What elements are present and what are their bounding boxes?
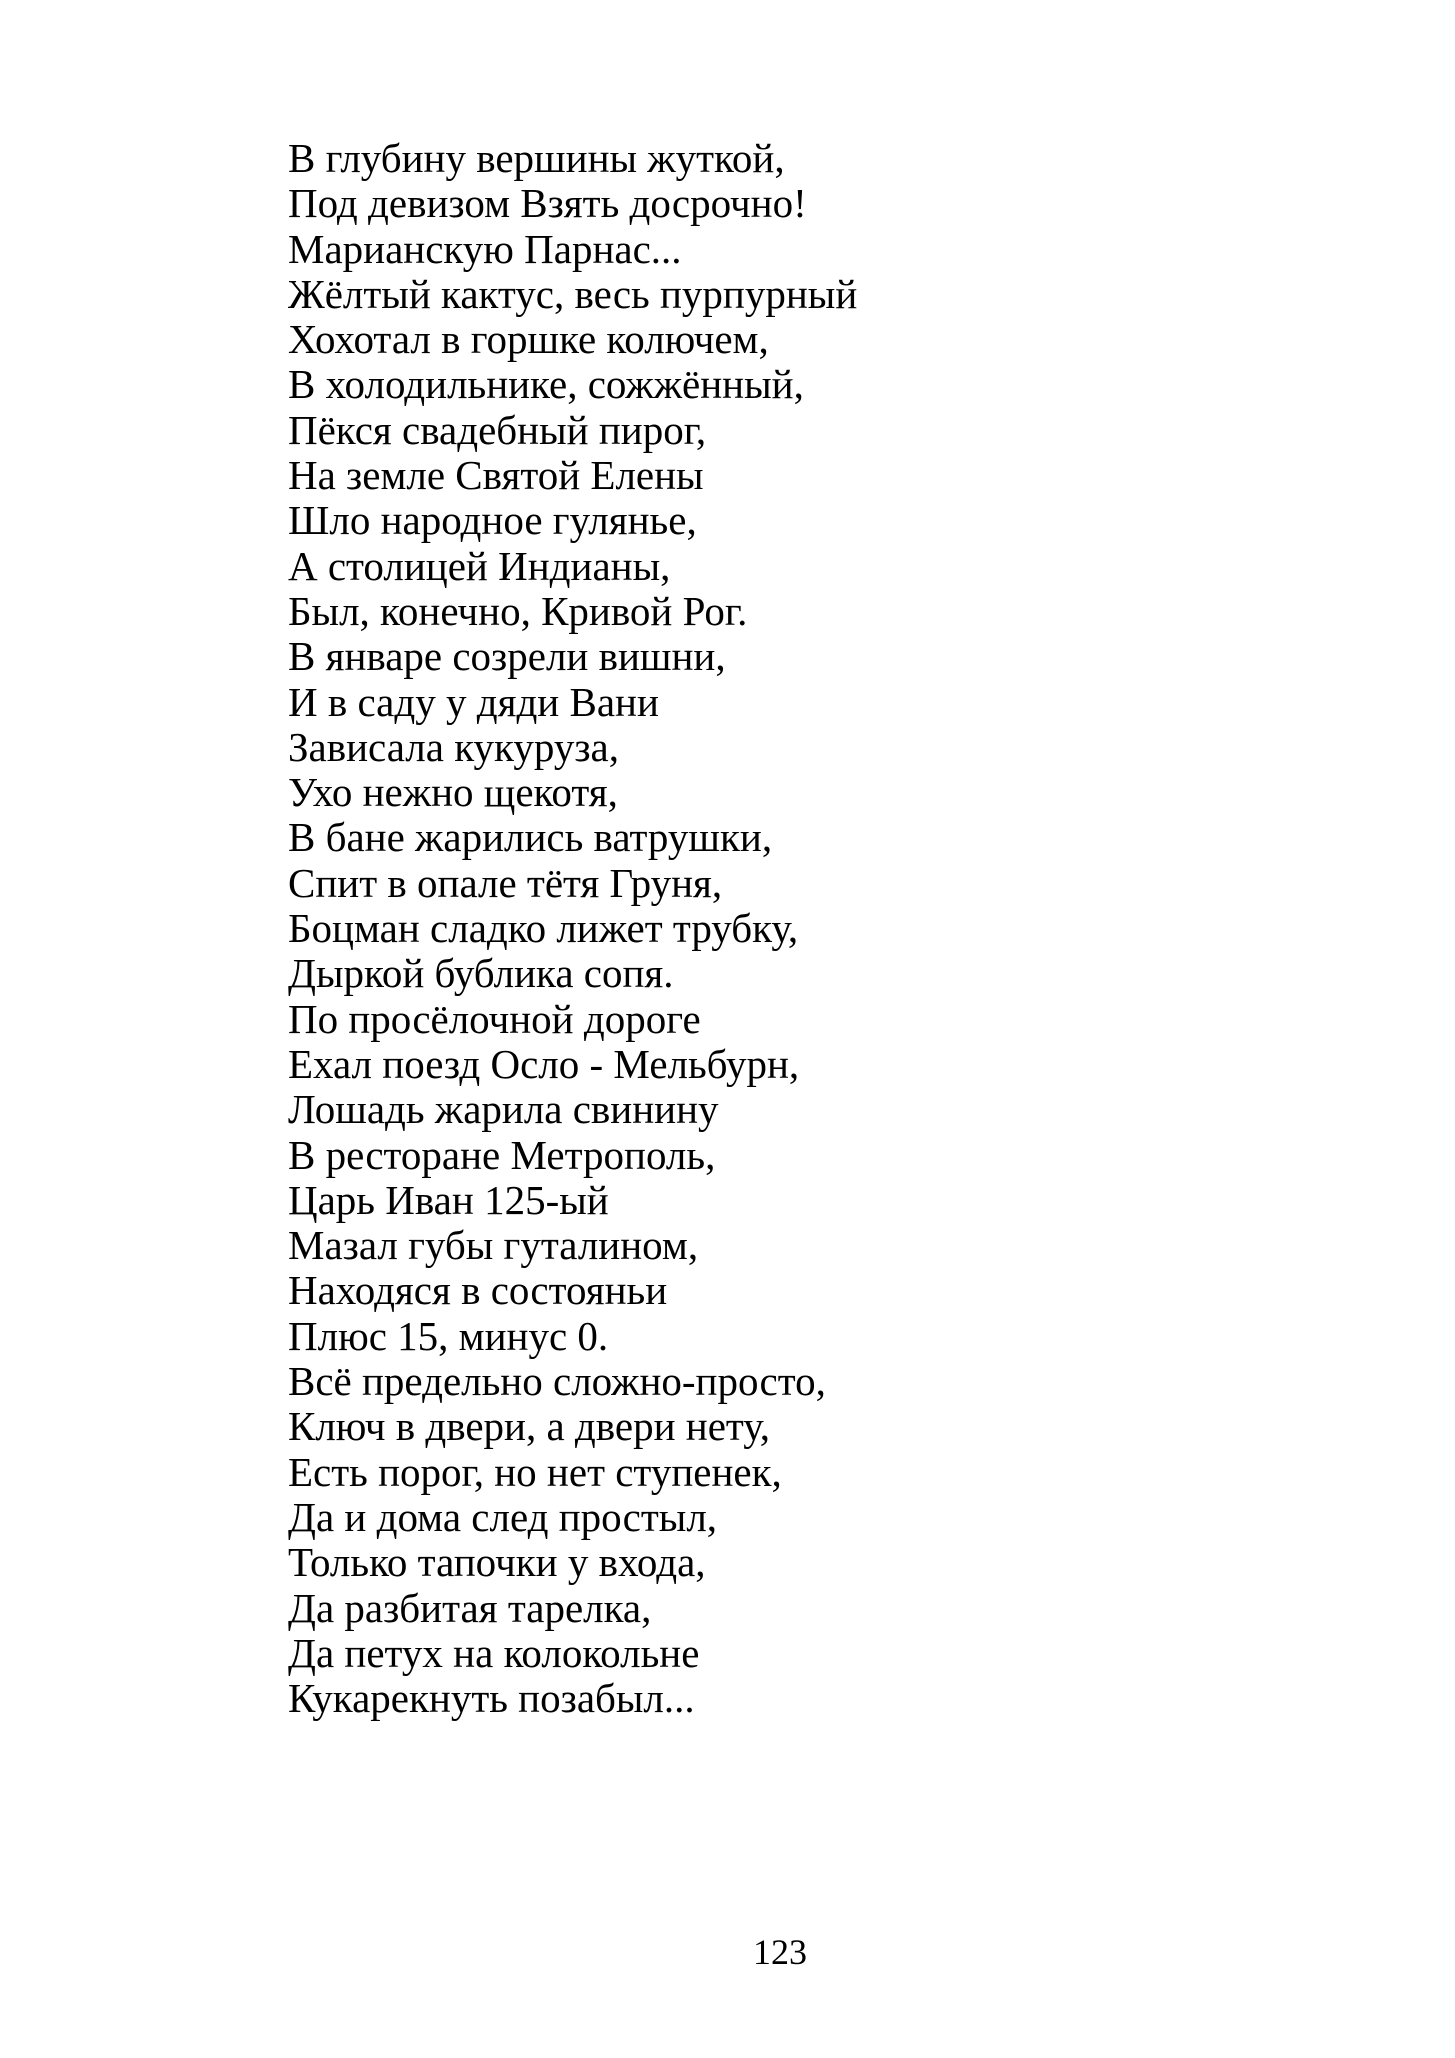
poem-line: Спит в опале тётя Груня, xyxy=(288,859,723,906)
poem-line: Шло народное гулянье, xyxy=(288,497,697,544)
poem-line: По просёлочной дороге xyxy=(288,995,701,1042)
poem-line: В холодильнике, сожжённый, xyxy=(288,361,804,408)
poem-line: Кукарекнуть позабыл... xyxy=(288,1675,695,1722)
page-number: 123 xyxy=(753,1932,807,1972)
poem-line: На земле Святой Елены xyxy=(288,452,704,499)
poem-line: Мазал губы гуталином, xyxy=(288,1222,699,1269)
poem-line: Хохотал в горшке колючем, xyxy=(288,316,769,363)
poem-line: В ресторане Метрополь, xyxy=(288,1131,716,1178)
poem-line: Да и дома след простыл, xyxy=(288,1493,718,1540)
poem-line: Дыркой бублика сопя. xyxy=(288,950,674,997)
poem-line: Есть порог, но нет ступенек, xyxy=(288,1448,782,1495)
poem-line: Жёлтый кактус, весь пурпурный xyxy=(288,270,858,317)
poem-line: Был, конечно, Кривой Рог. xyxy=(288,587,748,634)
poem-line: А столицей Индианы, xyxy=(288,542,671,589)
poem-line: Ухо нежно щекотя, xyxy=(288,769,618,816)
poem-line: Боцман сладко лижет трубку, xyxy=(288,905,799,952)
poem-line: Марианскую Парнас... xyxy=(288,225,682,272)
poem-line: Ехал поезд Осло - Мельбурн, xyxy=(288,1040,800,1087)
poem-line: В глубину вершины жуткой, xyxy=(288,135,785,181)
poem-line: В бане жарились ватрушки, xyxy=(288,814,773,861)
poem-line: Да разбитая тарелка, xyxy=(288,1584,652,1631)
poem-line: Плюс 15, минус 0. xyxy=(288,1312,609,1359)
poem-line: Зависала кукуруза, xyxy=(288,723,619,770)
poem-line: Пёкся свадебный пирог, xyxy=(288,406,707,453)
poem-line: И в саду у дяди Вани xyxy=(288,678,659,725)
poem-line: Лошадь жарила свинину xyxy=(288,1086,719,1133)
poem-line: Царь Иван 125-ый xyxy=(288,1176,609,1223)
poem-line: Ключ в двери, а двери нету, xyxy=(288,1403,770,1450)
poem-text xyxy=(288,136,857,1721)
poem-line: В январе созрели вишни, xyxy=(288,633,726,680)
poem-line: Находяся в состояньи xyxy=(288,1267,668,1314)
poem-line: Да петух на колокольне xyxy=(288,1629,700,1676)
poem-line: Всё предельно сложно-просто, xyxy=(288,1358,826,1405)
poem-line: Только тапочки у входа, xyxy=(288,1539,706,1586)
poem-line: Под девизом Взять досрочно! xyxy=(288,180,807,227)
